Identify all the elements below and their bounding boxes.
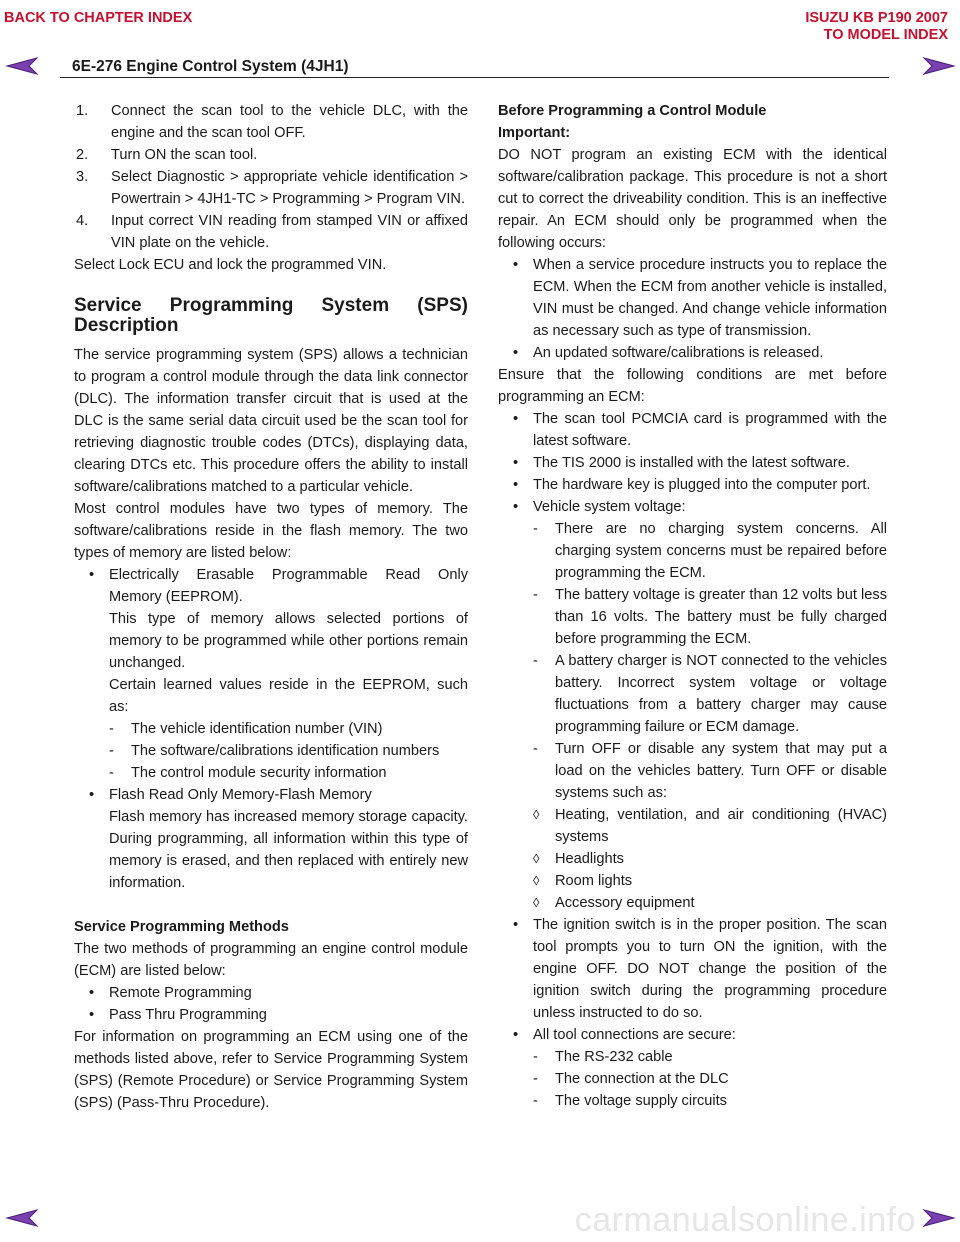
header-divider (60, 77, 889, 78)
item-text: Turn OFF or disable any system that may put a load on the vehicles battery. Turn OFF or disable systems such as: (555, 741, 887, 801)
dash-icon: - (533, 1049, 538, 1065)
condition-item (498, 452, 887, 474)
previous-page-arrow-bottom-icon[interactable] (5, 1208, 39, 1228)
sps-paragraph-2: Most control modules have two types of memory. The software/calibrations reside in the flash memory. The two types of memory are listed below: (74, 501, 468, 561)
bullet-text: Vehicle system voltage: (533, 499, 686, 515)
methods-heading: Service Programming Methods (74, 919, 289, 935)
flash-description: Flash memory has increased memory storage capacity. During programming, all information within this type of memory is erased, and then replaced with entirely new information. (109, 809, 468, 891)
important-paragraph: DO NOT program an existing ECM with the identical software/calibration package. This procedure is not a short cut to correct the driveability condition. This is an ineffective repair. An ECM should only be programmed when the following occurs: (498, 147, 887, 251)
bullet-text: All tool connections are secure: (533, 1027, 736, 1043)
step-text: Input correct VIN reading from stamped VIN or affixed VIN plate on the vehicle. (111, 213, 468, 251)
tool-subitem (498, 1090, 887, 1112)
dash-icon: - (533, 741, 538, 757)
bullet-icon: • (512, 411, 519, 427)
step-item (74, 144, 468, 166)
step-number: 1. (76, 103, 89, 119)
occurs-item (498, 254, 887, 342)
voltage-item (498, 650, 887, 738)
bullet-icon: • (512, 917, 519, 933)
item-text: Room lights (555, 873, 633, 889)
next-page-arrow-icon[interactable] (922, 56, 956, 76)
bullet-text: The TIS 2000 is installed with the latest software. (533, 455, 850, 471)
step-item (74, 210, 468, 254)
item-text: The connection at the DLC (555, 1071, 729, 1087)
bullet-text: Remote Programming (109, 985, 252, 1001)
step-number: 2. (76, 147, 89, 163)
flash-bullet (74, 784, 468, 806)
sps-paragraph-1: The service programming system (SPS) allows a technician to program a control module through the data link connector (DLC). The information transfer circuit that is used at the DLC is the same serial data circuit used be the scan tool for retrieving diagnostic trouble codes (DTCs), displaying data, clearing DTCs etc. This procedure offers the ability to install software/calibrations matched to a particular vehicle. (74, 347, 468, 495)
dash-icon: - (533, 653, 538, 669)
voltage-item (498, 738, 887, 804)
item-text: Heating, ventilation, and air conditioning (HVAC) systems (555, 807, 887, 845)
bullet-text: The hardware key is plugged into the computer port. (533, 477, 871, 493)
dash-icon: - (533, 587, 538, 603)
item-text: There are no charging system concerns. All charging system concerns must be repaired before programming the ECM. (555, 521, 887, 581)
footer-watermark: carmanualsonline.info (574, 1201, 916, 1239)
next-page-arrow-bottom-icon[interactable] (922, 1208, 956, 1228)
bullet-icon: • (512, 1027, 519, 1043)
dash-icon: - (109, 765, 114, 781)
bullet-icon: • (512, 345, 519, 361)
methods-paragraph: The two methods of programming an engine control module (ECM) are listed below: (74, 941, 468, 979)
eeprom-description-2: Certain learned values reside in the EEPROM, such as: (109, 677, 468, 715)
dash-icon: - (533, 521, 538, 537)
bullet-text: The scan tool PCMCIA card is programmed with the latest software. (533, 411, 887, 449)
item-text: The RS-232 cable (555, 1049, 673, 1065)
item-text: The control module security information (131, 765, 387, 781)
bullet-text: Pass Thru Programming (109, 1007, 267, 1023)
methods-final-paragraph: For information on programming an ECM using one of the methods listed above, refer to Service Programming System (SPS) (Remote Procedure) or Service Programming System (SPS) (Pass-Thru Procedure). (74, 1029, 468, 1111)
item-text: The vehicle identification number (VIN) (131, 721, 383, 737)
item-text: Headlights (555, 851, 624, 867)
tool-subitem (498, 1046, 887, 1068)
condition-item (498, 474, 887, 496)
dash-icon: - (109, 743, 114, 759)
bullet-icon: • (88, 985, 95, 1001)
dash-icon: - (533, 1071, 538, 1087)
diamond-icon: ◊ (533, 851, 540, 866)
tool-connections-item (498, 1024, 887, 1046)
model-index-block[interactable] (805, 10, 948, 44)
bullet-text: When a service procedure instructs you to replace the ECM. When the ECM from another vehicle is installed, VIN must be changed. And change vehicle information as necessary such as type of transmission. (533, 257, 887, 339)
eeprom-bullet (74, 564, 468, 608)
ensure-paragraph: Ensure that the following conditions are met before programming an ECM: (498, 367, 887, 405)
diamond-icon: ◊ (533, 895, 540, 910)
system-item (498, 848, 887, 870)
item-text: Accessory equipment (555, 895, 695, 911)
heading-word: (SPS) (417, 295, 468, 316)
left-column (74, 100, 468, 1114)
system-item (498, 892, 887, 914)
method-item (74, 982, 468, 1004)
model-title: ISUZU KB P190 2007 (805, 10, 948, 26)
heading-word: Programming (169, 295, 294, 316)
step-number: 3. (76, 169, 89, 185)
bullet-text: An updated software/calibrations is released. (533, 345, 824, 361)
heading-line-2: Description (74, 315, 179, 336)
dash-icon: - (109, 721, 114, 737)
heading-word: Service (74, 295, 142, 316)
dash-icon: - (533, 1093, 538, 1109)
eeprom-value-item (74, 740, 468, 762)
eeprom-value-item (74, 762, 468, 784)
item-text: The software/calibrations identification numbers (131, 743, 440, 759)
bullet-icon: • (88, 787, 95, 803)
bullet-icon: • (88, 567, 95, 583)
bullet-text: Flash Read Only Memory-Flash Memory (109, 787, 372, 803)
voltage-item (498, 518, 887, 584)
bullet-icon: • (512, 257, 519, 273)
condition-item (498, 496, 887, 518)
step-text: Connect the scan tool to the vehicle DLC, with the engine and the scan tool OFF. (111, 103, 468, 141)
tool-subitem (498, 1068, 887, 1090)
method-item (74, 1004, 468, 1026)
important-label: Important: (498, 125, 571, 141)
item-text: A battery charger is NOT connected to the vehicles battery. Incorrect system voltage or voltage fluctuations from a battery charger may cause programming failure or ECM damage. (555, 653, 887, 735)
heading-word: System (321, 295, 390, 316)
condition-item (498, 408, 887, 452)
item-text: The voltage supply circuits (555, 1093, 727, 1109)
step-item (74, 166, 468, 210)
step-number: 4. (76, 213, 89, 229)
eeprom-description-1: This type of memory allows selected portions of memory to be programmed while other portions remain unchanged. (109, 611, 468, 671)
sps-description-heading (74, 296, 468, 336)
step-text: Turn ON the scan tool. (111, 147, 258, 163)
bullet-text: Electrically Erasable Programmable Read Only Memory (EEPROM). (109, 567, 468, 605)
step-item (74, 100, 468, 144)
bullet-icon: • (512, 455, 519, 471)
before-programming-heading: Before Programming a Control Module (498, 103, 767, 119)
to-model-index-link[interactable]: TO MODEL INDEX (823, 27, 948, 43)
previous-page-arrow-icon[interactable] (5, 56, 39, 76)
back-to-chapter-index-link[interactable]: BACK TO CHAPTER INDEX (4, 10, 193, 26)
lock-ecu-text: Select Lock ECU and lock the programmed VIN. (74, 257, 387, 273)
bullet-icon: • (88, 1007, 95, 1023)
right-column (498, 100, 887, 1112)
step-text: Select Diagnostic > appropriate vehicle identification > Powertrain > 4JH1-TC > Programming > Program VIN. (111, 169, 468, 207)
system-item (498, 804, 887, 848)
eeprom-value-item (74, 718, 468, 740)
bullet-icon: • (512, 499, 519, 515)
voltage-item (498, 584, 887, 650)
occurs-item (498, 342, 887, 364)
system-item (498, 870, 887, 892)
item-text: The battery voltage is greater than 12 volts but less than 16 volts. The battery must be fully charged before programming the ECM. (555, 587, 887, 647)
diamond-icon: ◊ (533, 873, 540, 888)
bullet-text: The ignition switch is in the proper position. The scan tool prompts you to turn ON the ignition, with the engine OFF. DO NOT change the position of the ignition switch during the programming procedure unless instructed to do so. (533, 917, 887, 1021)
ignition-item (498, 914, 887, 1024)
bullet-icon: • (512, 477, 519, 493)
page-header-title: 6E-276 Engine Control System (4JH1) (72, 58, 349, 75)
diamond-icon: ◊ (533, 807, 540, 822)
